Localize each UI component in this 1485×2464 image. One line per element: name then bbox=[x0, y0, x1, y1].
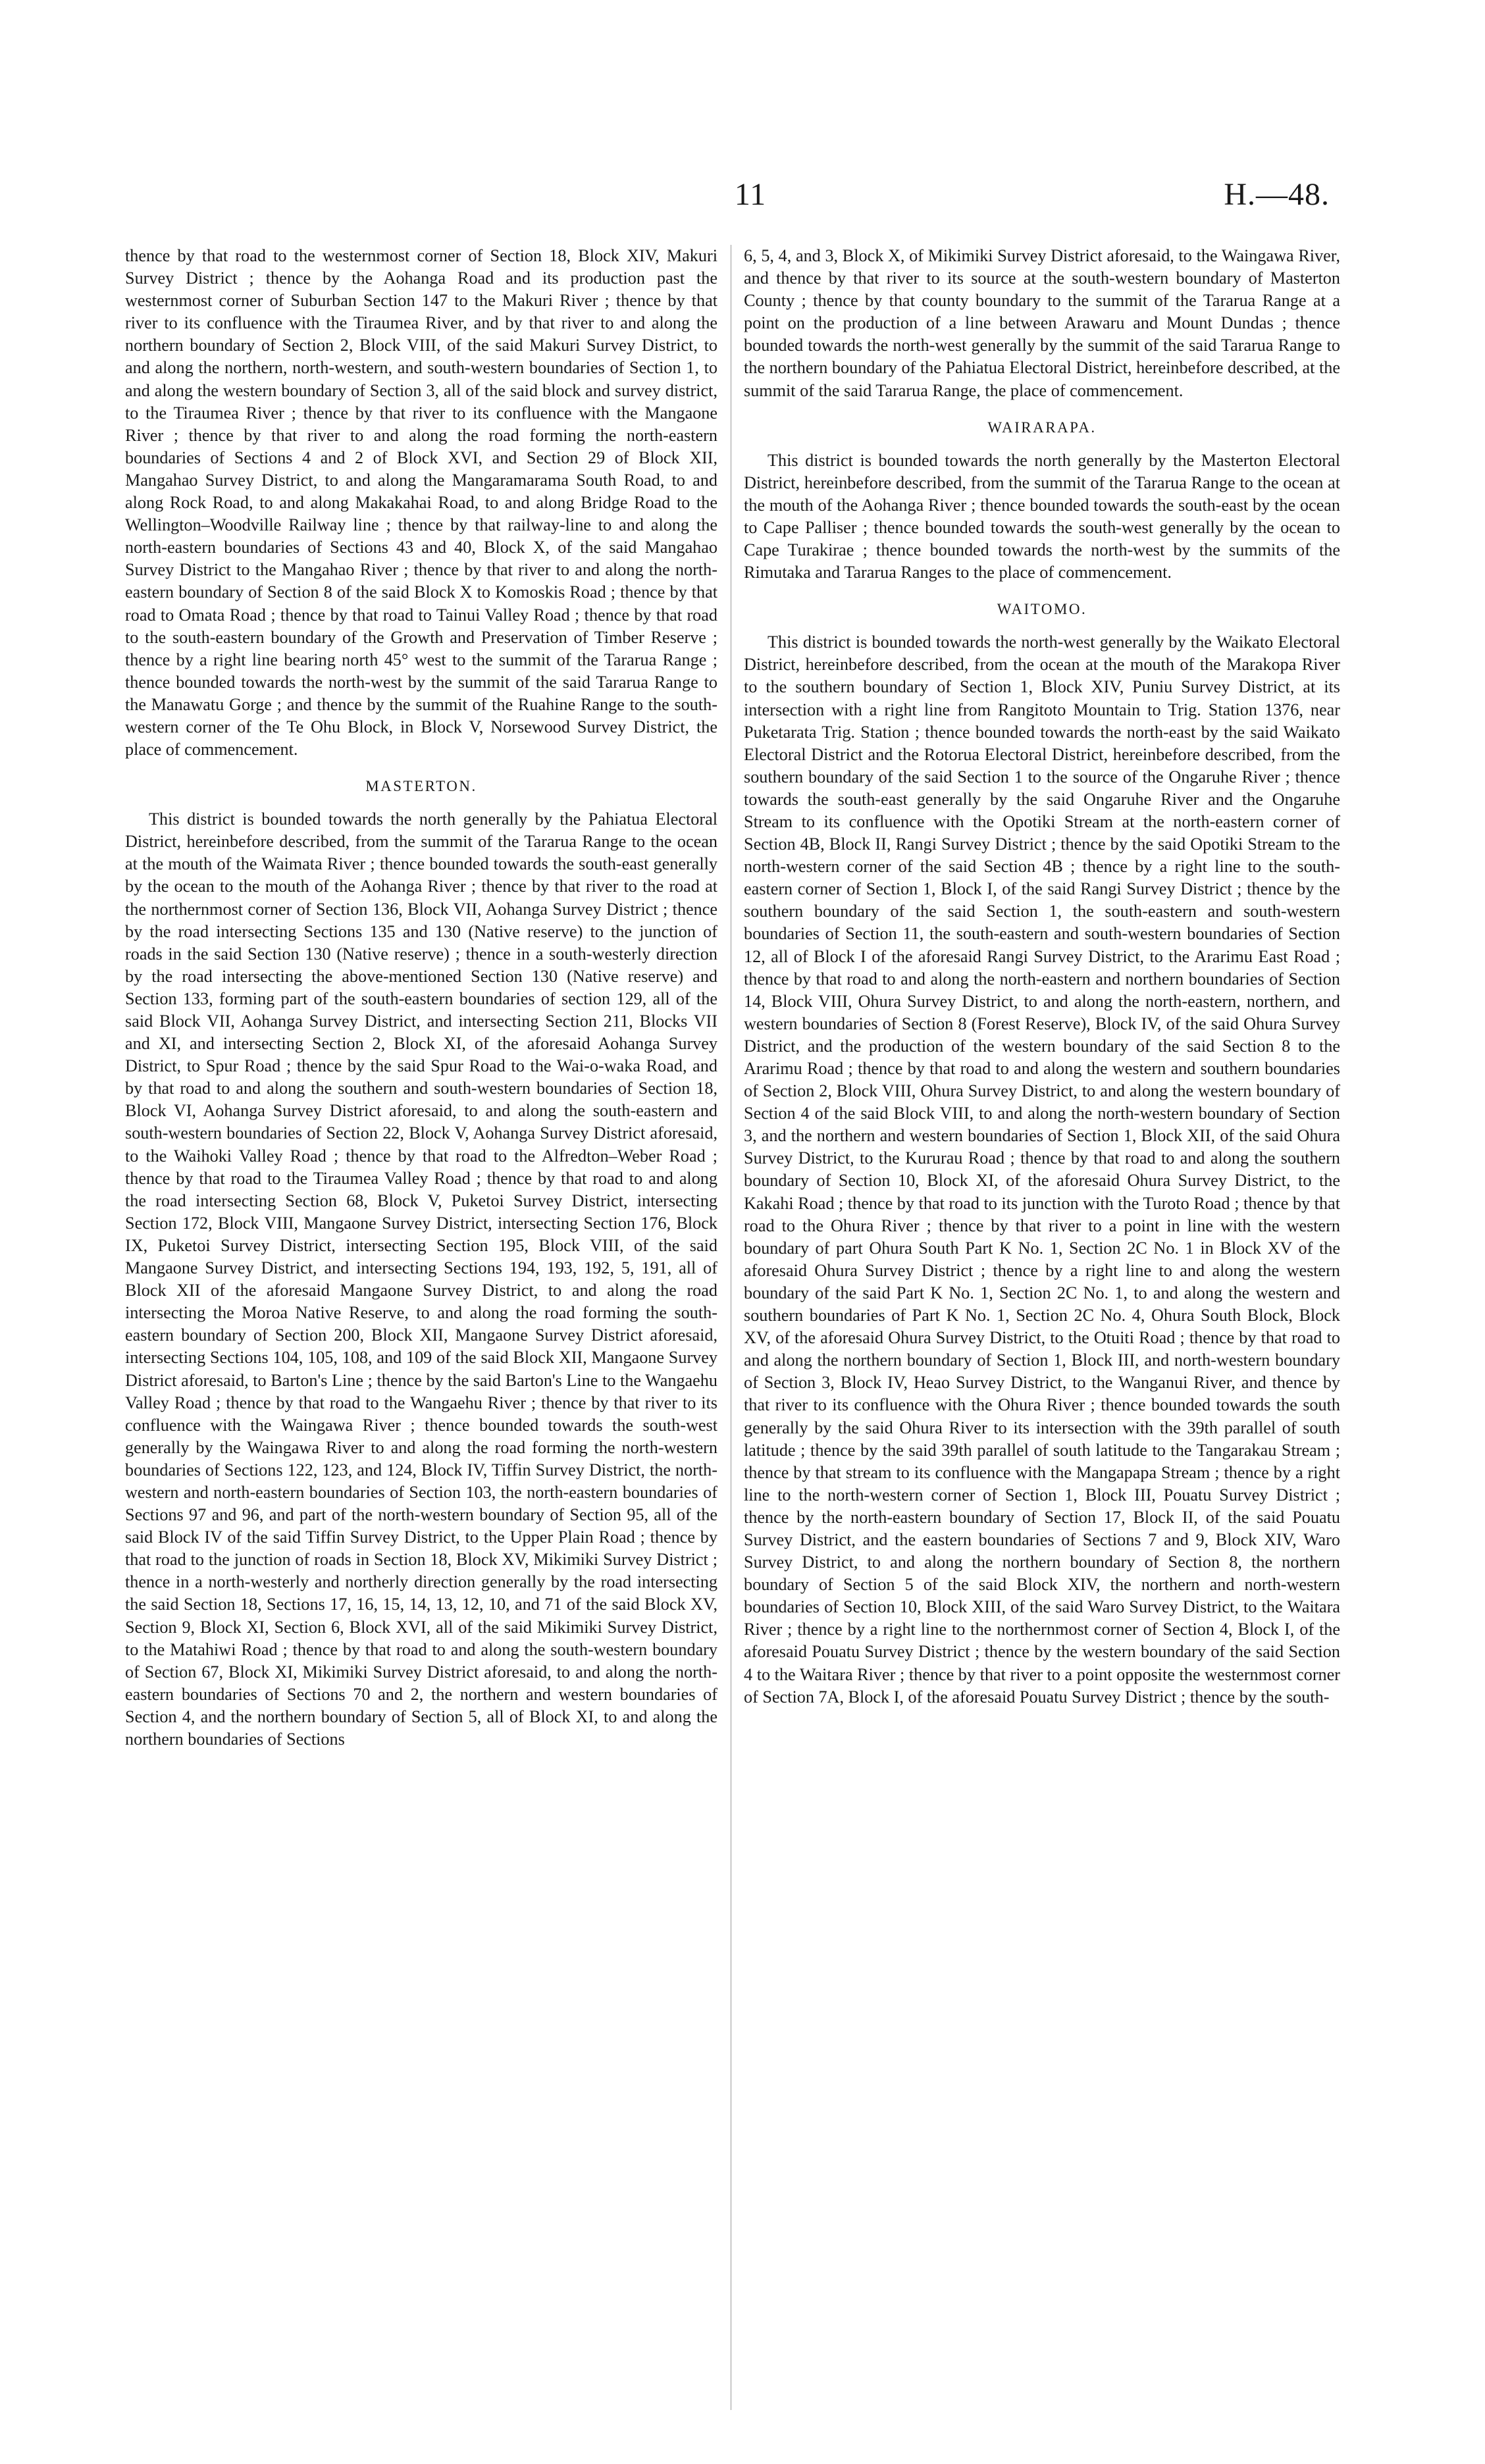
masterton-paragraph: This district is bounded towards the north generally by the Pahiatua Electoral District, hereinbefore described, from the summit of the Tararua Range to the ocean at the mouth of the Waimata River ; thence bounded towards the south-east generally by the ocean to the mouth of the Aohanga River ; thence by that river to the road at the northernmost corner of Section 136, Block VII, Aohanga Survey District ; thence by the road intersecting Sections 135 and 130 (Native reserve) to the junction of roads in the said Section 130 (Native reserve) ; thence in a south-westerly direction by the road intersecting the above-mentioned Section 130 (Native reserve) and Section 133, forming part of the south-eastern boundaries of section 129, all of the said Block VII, Aohanga Survey District, and intersecting Section 211, Blocks VII and XI, and intersecting Section 2, Block XI, of the aforesaid Aohanga Survey District, to Spur Road ; thence by the said Spur Road to the Wai-o-waka Road, and by that road to and along the southern and south-western boundaries of Section 18, Block VI, Aohanga Survey District aforesaid, to and along the south-eastern and south-western boundaries of Section 22, Block V, Aohanga Survey District aforesaid, to the Waihoki Valley Road ; thence by that road to the Alfredton–Weber Road ; thence by that road to the Tiraumea Valley Road ; thence by that road to and along the road intersecting Section 68, Block V, Puketoi Survey District, intersecting Section 172, Block VIII, Mangaone Survey District, intersecting Section 176, Block IX, Puketoi Survey District, intersecting Section 195, Block VIII, of the said Mangaone Survey District, and intersecting Sections 194, 193, 192, 5, 191, all of Block XII of the aforesaid Mangaone Survey District, to and along the road intersecting the Moroa Native Reserve, to and along the road forming the south-eastern boundary of Section 200, Block XII, Mangaone Survey District aforesaid, intersecting Sections 104, 105, 108, and 109 of the said Block XII, Mangaone Survey District aforesaid, to Barton's Line ; thence by the said Barton's Line to the Wangaehu Valley Road ; thence by that road to the Wangaehu River ; thence by that river to its confluence with the Waingawa River ; thence bounded towards the south-west generally by the Waingawa River to and along the road forming the north-western boundaries of Sections 122, 123, and 124, Block IV, Tiffin Survey District, the north-western and north-eastern boundaries of Section 103, the north-eastern boundaries of Sections 97 and 96, and part of the north-western boundary of Section 95, all of the said Block IV of the said Tiffin Survey District, to the Upper Plain Road ; thence by that road to the junction of roads in Section 18, Block XV, Mikimiki Survey District ; thence in a north-westerly and northerly direction generally by the road intersecting the said Section 18, Sections 17, 16, 15, 14, 13, 12, 10, and 71 of the said Block XV, Section 9, Block XI, Section 6, Block XVI, all of the said Mikimiki Survey District, to the Matahiwi Road ; thence by that road to and along the south-western boundary of Section 67, Block XI, Mikimiki Survey District aforesaid, to and along the north-eastern boundaries of Sections 70 and 2, the northern and western boundaries of Section 4, and the northern boundary of Section 5, all of Block XI, to and along the northern boundaries of Sections bbox=[125, 809, 717, 1749]
left-column bbox=[125, 245, 717, 2417]
right-column bbox=[744, 245, 1340, 2417]
waitomo-heading: WAITOMO. bbox=[997, 601, 1087, 618]
masterton-continuation-paragraph: 6, 5, 4, and 3, Block X, of Mikimiki Survey District aforesaid, to the Waingawa River, and thence by that river to its source at the south-western boundary of Masterton County ; thence by that county boundary to the summit of the Tararua Range at a point on the production of a line between Arawaru and Mount Dundas ; thence bounded towards the north-west generally by the summit of the said Tararua Range to the northern boundary of the Pahiatua Electoral District, hereinbefore described, at the summit of the said Tararua Range, the place of commencement. bbox=[744, 246, 1340, 400]
paper-code: H.—48. bbox=[1224, 177, 1330, 212]
wairarapa-paragraph: This district is bounded towards the north generally by the Masterton Electoral District, hereinbefore described, from the summit of the Tararua Range to the ocean at the mouth of the Aohanga River ; thence bounded towards the south-east by the ocean to Cape Palliser ; thence bounded towards the south-west generally by the ocean to Cape Turakirae ; thence bounded towards the north-west by the summits of the Rimutaka and Tararua Ranges to the place of commencement. bbox=[744, 450, 1340, 582]
masterton-heading: MASTERTON. bbox=[365, 778, 477, 795]
waitomo-paragraph: This district is bounded towards the north-west generally by the Waikato Electoral District, hereinbefore described, from the ocean at the mouth of the Marakopa River to the southern boundary of Section 1, Block XIV, Puniu Survey District, at its intersection with a right line from Rangitoto Mountain to Trig. Station 1376, near Puketarata Trig. Station ; thence bounded towards the north-east by the said Waikato Electoral District and the Rotorua Electoral District, hereinbefore described, from the southern boundary of the said Section 1 to the source of the Ongaruhe River ; thence towards the south-east generally by the said Ongaruhe River and the Ongaruhe Stream to its confluence with the Opotiki Stream at the north-eastern corner of Section 4B, Block II, Rangi Survey District ; thence by the said Opotiki Stream to the north-western corner of the said Section 4B ; thence by a right line to the south-eastern corner of Section 1, Block I, of the said Rangi Survey District ; thence by the southern boundary of the said Section 1, the south-eastern and south-western boundaries of Section 11, the south-eastern and south-western boundaries of Section 12, all of Block I of the aforesaid Rangi Survey District, to the Ararimu East Road ; thence by that road to and along the north-eastern and northern boundaries of Section 14, Block VIII, Ohura Survey District, to and along the north-eastern, northern, and western boundaries of Section 8 (Forest Reserve), Block IV, of the said Ohura Survey District, and the production of the western boundary of the said Section 8 to the Ararimu Road ; thence by that road to and along the western and southern boundaries of Section 2, Block VIII, Ohura Survey District, to and along the western boundary of Section 4 of the said Block VIII, to and along the north-western boundary of Section 3, and the northern and western boundaries of Section 1, Block XII, of the said Ohura Survey District, to the Kururau Road ; thence by that road to and along the southern boundary of Section 10, Block XI, of the aforesaid Ohura Survey District, to the Kakahi Road ; thence by that road to its junction with the Turoto Road ; thence by that road to the Ohura River ; thence by that river to a point in line with the western boundary of part Ohura South Part K No. 1, Section 2C No. 1 in Block XV of the aforesaid Ohura Survey District ; thence by a right line to and along the western boundary of the said Part K No. 1, Section 2C No. 1, to and along the western and southern boundaries of Part K No. 1, Section 2C No. 4, Ohura South Block, Block XV, of the aforesaid Ohura Survey District, to the Otuiti Road ; thence by that road to and along the northern boundary of Section 1, Block III, and north-western boundary of Section 3, Block IV, Heao Survey District, to the Wanganui River, and thence by that river to its confluence with the Ohura River ; thence bounded towards the south generally by the said Ohura River to its intersection with the 39th parallel of south latitude ; thence by the said 39th parallel of south latitude to the Tangarakau Stream ; thence by that stream to its confluence with the Mangapapa Stream ; thence by a right line to the north-western corner of Section 1, Block III, Pouatu Survey District ; thence by the north-eastern boundary of Section 17, Block II, of the said Pouatu Survey District, and the eastern boundaries of Sections 7 and 9, Block XIV, Waro Survey District, to and along the northern boundary of Section 8, the northern boundary of Section 5 of the said Block XIV, the northern and north-western boundaries of Section 10, Block XIII, of the said Waro Survey District, to the Waitara River ; thence by a right line to the northernmost corner of Section 4, Block I, of the aforesaid Pouatu Survey District ; thence by the western boundary of the said Section 4 to the Waitara River ; thence by that river to a point opposite the westernmost corner of Section 7A, Block I, of the aforesaid Pouatu Survey District ; thence by the south- bbox=[744, 632, 1340, 1707]
continuation-paragraph: thence by that road to the westernmost corner of Section 18, Block XIV, Makuri Survey District ; thence by the Aohanga Road and its production past the westernmost corner of Suburban Section 147 to the Makuri River ; thence by that river to its confluence with the Tiraumea River, and by that river to and along the northern boundary of Section 2, Block VIII, of the said Makuri Survey District, to and along the northern, north-western, and south-western boundaries of Section 1, to and along the western boundary of Section 3, all of the said block and survey district, to the Tiraumea River ; thence by that river to its confluence with the Mangaone River ; thence by that river to and along the road forming the north-eastern boundaries of Sections 4 and 2 of Block XVI, and Section 29 of Block XII, Mangahao Survey District, to and along the Mangaramarama South Road, to and along Rock Road, to and along Makakahai Road, to and along Bridge Road to the Wellington–Woodville Railway line ; thence by that railway-line to and along the north-eastern boundaries of Sections 43 and 40, Block X, of the said Mangahao Survey District to the Mangahao River ; thence by that river to and along the north-eastern boundary of Section 8 of the said Block X to Komoskis Road ; thence by that road to Omata Road ; thence by that road to Tainui Valley Road ; thence by that road to the south-eastern boundary of the Growth and Preservation of Timber Reserve ; thence by a right line bearing north 45° west to the summit of the Tararua Range ; thence bounded towards the north-west by the summit of the said Tararua Range to the Manawatu Gorge ; and thence by the summit of the Ruahine Range to the south-western corner of the Te Ohu Block, in Block V, Norsewood Survey District, the place of commencement. bbox=[125, 246, 717, 759]
page-number: 11 bbox=[734, 177, 767, 212]
wairarapa-heading: WAIRARAPA. bbox=[987, 419, 1097, 436]
